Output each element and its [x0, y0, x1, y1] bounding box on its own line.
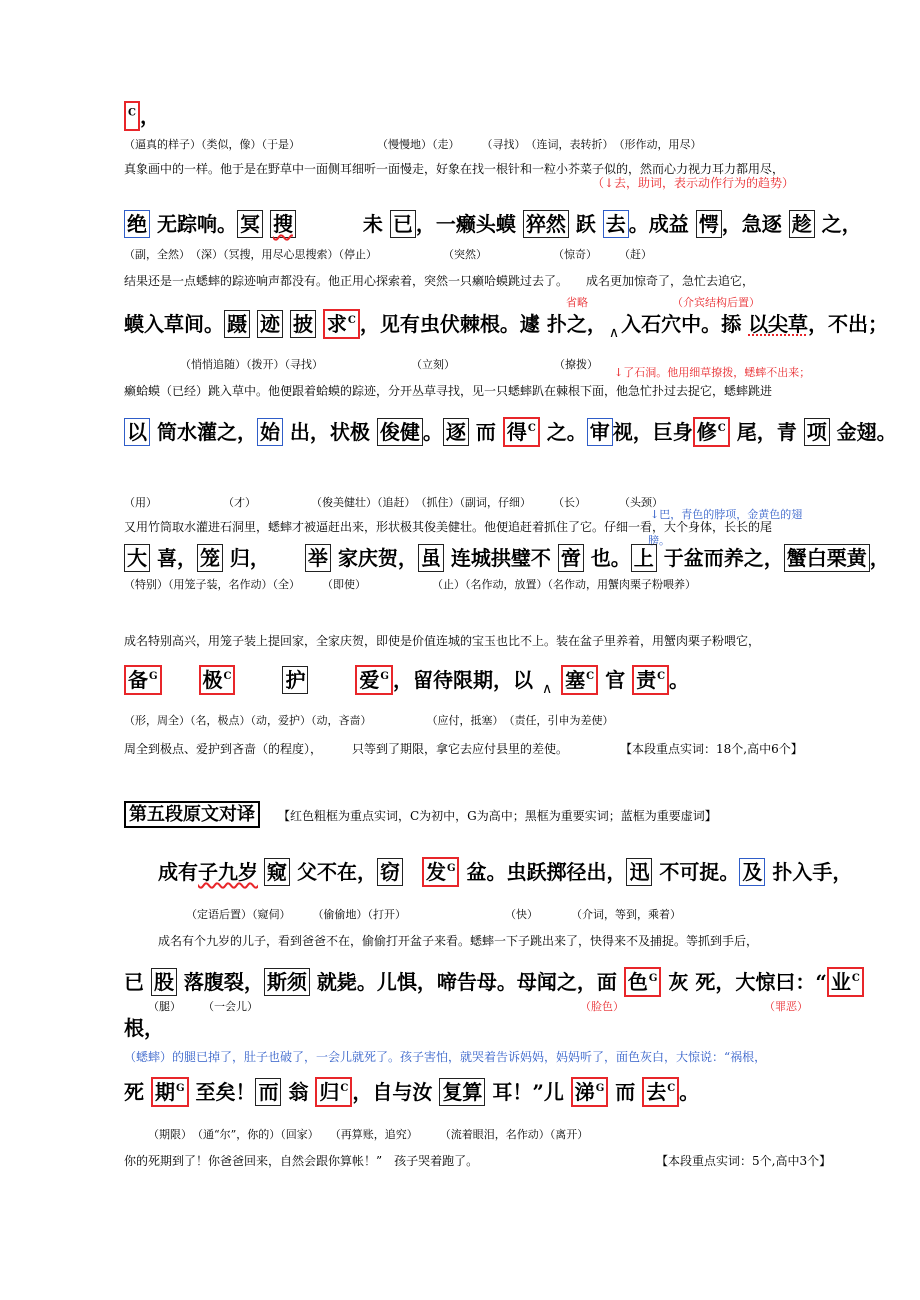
- level-mark: G: [149, 671, 158, 683]
- level-mark: C: [340, 1083, 349, 1095]
- gloss-line-8: （期限） （通“尔”，你的）（回家） （再算账，追究） （流着眼泪，名作动）（离开）: [148, 1128, 589, 1141]
- function-word-box: 始: [257, 418, 283, 446]
- text-segment: 蟆入草间。: [124, 312, 224, 336]
- key-word-box: [642, 1077, 679, 1107]
- gloss-line-3: （用） （才） （俊美健壮）（追赶） （抓住）（副词，仔细） （长） （头颈）: [124, 496, 663, 509]
- level-mark: G: [175, 1083, 185, 1095]
- text-segment: 子九岁: [198, 860, 258, 884]
- text-segment: 以尖草: [748, 312, 809, 336]
- text-segment: 父不在，: [290, 860, 377, 884]
- important-word-box: 窥: [264, 858, 290, 886]
- translation-line-1: 结果还是一点蟋蟀的踪迹响声都没有。他正用心探索着，突然一只癞哈蟆跳过去了。 成名更加惊奇了，急忙去追它，: [124, 274, 755, 288]
- note-blue-3b: 膀。: [648, 534, 670, 547]
- text-segment: 就毙。儿惧，啼告母。母闻之，面: [309, 970, 624, 994]
- key-word-box: [199, 665, 236, 695]
- text-segment: ，不出；: [808, 312, 889, 336]
- function-word-box: 及: [739, 858, 765, 886]
- text-segment: 官: [598, 668, 633, 692]
- text-segment: 尾，青: [729, 420, 804, 444]
- note-red-1a: 省略: [566, 296, 588, 309]
- gloss-line-0: （逼真的样子）（类似，像）（于是） （慢慢地）（走） （寻找） （连词，表转折） （形作动，用尽）: [124, 138, 702, 151]
- key-word-box: [355, 665, 393, 695]
- text-segment: 责: [636, 668, 657, 692]
- text-segment: 期: [154, 1080, 175, 1104]
- important-word-box: 复算: [439, 1078, 485, 1106]
- level-mark: C: [527, 423, 536, 435]
- translation-line-3: 又用竹筒取水灌进石洞里，蟋蟀才被逼赶出来，形状极其俊美健壮。他便追赶着抓住了它。仔细一看，大个身体，长长的尾: [124, 520, 773, 534]
- function-word-box: 去: [603, 210, 629, 238]
- level-mark: C: [657, 671, 666, 683]
- text-segment: 不可捉。: [652, 860, 740, 884]
- text-line-8: [124, 1076, 699, 1105]
- gloss-line-4: （特别）（用笼子装，名作动）（全） （即使） （止）（名作动，放置）（名作动，用蟹肉栗子粉喂养）: [124, 578, 696, 591]
- text-segment: 业: [830, 970, 851, 994]
- translation-line-0: 真象画中的一样。他于是在野草中一面侧耳细听一面慢走，好象在找一根针和一粒小芥菜子似的，然而心力视力耳力都用尽，: [124, 162, 785, 176]
- key-word-box: [124, 665, 162, 695]
- paragraph-tally-1: 【本段重点实词：18个,高中6个】: [620, 742, 803, 756]
- translation-line-5: 周全到极点、爱护到吝啬（的程度）， 只等到了期限，拿它去应付县里的差使。: [124, 742, 569, 756]
- gloss-line-7c: （罪恶）: [764, 1000, 808, 1013]
- text-segment: 修: [696, 420, 717, 444]
- translation-line-7: （蟋蟀）的腿已掉了，肚子也破了，一会儿就死了。孩子害怕，就哭着告诉妈妈，妈妈听了，面色灰白，大惊说：“祸根，: [124, 1050, 767, 1064]
- text-segment: 落腹裂，: [176, 970, 264, 994]
- important-word-box: 而: [255, 1078, 281, 1106]
- text-segment: 求: [326, 312, 347, 336]
- text-segment: 至矣！: [188, 1080, 256, 1104]
- important-word-box: 啻: [558, 544, 584, 572]
- translation-line-8: 你的死期到了！你爸爸回来，自然会跟你算帐！” 孩子哭着跑了。: [124, 1154, 479, 1168]
- important-word-box: 逐: [443, 418, 469, 446]
- key-word-box: [151, 1077, 189, 1107]
- text-segment: 跃: [568, 212, 603, 236]
- important-word-box: 迅: [626, 858, 652, 886]
- text-segment: 筒水灌之，: [150, 420, 257, 444]
- text-segment: 于盆而养之，: [656, 546, 784, 570]
- note-blue-3: ↓巴，青色的脖项，金黄色的翅: [650, 508, 803, 521]
- text-segment: 。: [669, 668, 690, 692]
- important-word-box: 愕: [696, 210, 722, 238]
- text-segment: 塞: [565, 668, 586, 692]
- key-word-box: [571, 1077, 609, 1107]
- section-legend: 【红色粗框为重点实词，C为初中，G为高中；黑框为重要实词；蓝框为重要虚词】: [278, 809, 717, 823]
- text-segment: 。: [422, 420, 443, 444]
- function-word-box: 审: [587, 418, 613, 446]
- function-word-box: 绝: [124, 210, 150, 238]
- text-segment: 而: [468, 420, 503, 444]
- important-word-box: 窃: [377, 858, 403, 886]
- important-word-box: 股: [151, 968, 177, 996]
- level-mark: G: [380, 671, 389, 683]
- text-segment: ，自与汝: [352, 1080, 440, 1104]
- level-mark: C: [717, 423, 726, 435]
- level-mark: C: [851, 973, 860, 985]
- text-line-6: [158, 856, 852, 885]
- gloss-line-6: （定语后置）（窥伺） （偷偷地）（打开） （快） （介词，等到，乘着）: [186, 908, 681, 921]
- text-segment: ，一癞头蟆: [415, 212, 523, 236]
- text-segment: 之，: [814, 212, 862, 236]
- gloss-line-5: （形，周全）（名，极点）（动，爱护）（动，吝啬） （应付，抵塞） （责任，引申为差使）: [124, 714, 614, 727]
- text-segment: 爱: [359, 668, 380, 692]
- text-segment: 耳！”儿: [485, 1080, 571, 1104]
- text-segment: 盆。虫跃掷径出，: [459, 860, 627, 884]
- important-word-box: 项: [804, 418, 830, 446]
- text-segment: 而: [608, 1080, 643, 1104]
- note-red-1b: （介宾结构后置）: [672, 296, 760, 309]
- important-word-box: 迹: [257, 310, 283, 338]
- text-segment: ，急逐: [721, 212, 789, 236]
- important-word-box: 俊健: [377, 418, 423, 446]
- text-segment: ，见有虫伏棘根。遽 扑之，: [359, 312, 607, 336]
- translation-line-6: 成名有个九岁的儿子，看到爸爸不在，偷偷打开盆子来看。蟋蟀一下子跳出来了，快得来不及捕捉。等抓到手后，: [158, 934, 759, 948]
- level-mark: C: [128, 107, 136, 119]
- text-segment: 扑入手，: [765, 860, 853, 884]
- text-line-0: [124, 100, 160, 129]
- key-word-box: [827, 967, 864, 997]
- function-word-box: 以: [124, 418, 150, 446]
- paragraph-tally-2: 【本段重点实词：5个,高中3个】: [656, 1154, 832, 1168]
- text-segment: 死: [124, 1080, 151, 1104]
- text-line-2: [124, 308, 889, 341]
- level-mark: C: [347, 315, 356, 327]
- important-word-box: 披: [290, 310, 316, 338]
- key-word-box: [422, 857, 460, 887]
- important-word-box: 蹑: [224, 310, 250, 338]
- key-word-box: [693, 417, 730, 447]
- text-segment: 也。: [583, 546, 631, 570]
- text-line-1: [124, 208, 862, 237]
- key-word-box: [503, 417, 540, 447]
- level-mark: G: [446, 863, 456, 875]
- text-segment: 归，: [222, 546, 270, 570]
- text-segment: 已: [124, 970, 151, 994]
- text-segment: 家庆贺，: [330, 546, 418, 570]
- text-segment: 。: [679, 1080, 700, 1104]
- important-word-box: 蟹白栗黄: [784, 544, 870, 572]
- text-segment: 归: [319, 1080, 340, 1104]
- key-word-box: [561, 665, 598, 695]
- text-segment: ，: [869, 546, 890, 570]
- level-mark: C: [586, 671, 595, 683]
- note-red-0: （↓去，助词，表示动作行为的趋势）: [592, 176, 795, 190]
- text-segment: 喜，: [150, 546, 197, 570]
- text-segment: 色: [627, 970, 648, 994]
- important-word-box: 已: [390, 210, 416, 238]
- level-mark: G: [595, 1083, 605, 1095]
- text-segment: 去: [646, 1080, 667, 1104]
- text-segment: 发: [425, 860, 446, 884]
- gloss-line-7b: （脸色）: [580, 1000, 624, 1013]
- text-segment: 涕: [574, 1080, 595, 1104]
- section-header: [124, 800, 717, 826]
- text-segment: 出，状极: [282, 420, 377, 444]
- text-line-4: [124, 542, 890, 571]
- text-line-3: [124, 416, 897, 445]
- note-red-2: ↓了石洞。他用细草撩拨，蟋蟀不出来；: [614, 366, 811, 379]
- text-segment: ，留待限期，以: [392, 668, 540, 692]
- important-word-box: 举: [305, 544, 331, 572]
- text-segment: 备: [128, 668, 148, 692]
- important-word-box: 虽: [418, 544, 444, 572]
- text-segment: 连城拱璧不: [443, 546, 558, 570]
- gloss-line-2: （悄悄追随）（拨开）（寻找） （立刻） （撩拨）: [180, 358, 598, 371]
- text-segment: ，: [139, 104, 160, 128]
- translation-line-2: 癞蛤蟆（已经）跳入草中。他便跟着蛤蟆的踪迹，分开丛草寻找，见一只蟋蟀趴在棘根下面，他急忙扑过去捉它，蟋蟀跳进: [124, 384, 773, 398]
- text-segment: ∧: [541, 681, 553, 697]
- text-line-7b: 根，: [124, 1016, 164, 1040]
- text-segment: 无踪响。: [150, 212, 237, 236]
- text-segment: 成有: [158, 860, 198, 884]
- text-segment: 视，巨身: [612, 420, 693, 444]
- key-word-box: [124, 101, 140, 131]
- text-segment: 极: [202, 668, 223, 692]
- text-line-5: [124, 664, 690, 697]
- important-word-box: 大: [124, 544, 150, 572]
- translation-line-4: 成名特别高兴，用笼子装上提回家，全家庆贺，即使是价值连城的宝玉也比不上。装在盆子里养着，用蟹肉栗子粉喂它，: [124, 634, 761, 648]
- text-segment: ∧: [608, 325, 620, 341]
- important-word-box: 猝然: [523, 210, 569, 238]
- important-word-box: 趁: [789, 210, 815, 238]
- text-line-7: [124, 966, 864, 995]
- key-word-box: [624, 967, 662, 997]
- text-segment: 翁: [281, 1080, 316, 1104]
- text-segment: 得: [506, 420, 527, 444]
- key-word-box: [632, 665, 669, 695]
- important-word-box: 笼: [197, 544, 223, 572]
- text-segment: 。成益: [628, 212, 696, 236]
- level-mark: G: [648, 973, 658, 985]
- important-word-box: 护: [282, 666, 308, 694]
- important-word-box: 冥: [237, 210, 263, 238]
- text-segment: 灰 死，大惊曰：“: [661, 970, 827, 994]
- gloss-line-1: （副，全然） （深）（冥搜，用尽心思搜索）（停止） （突然） （惊奇） （赶）: [124, 248, 652, 261]
- important-word-box: 斯须: [264, 968, 310, 996]
- key-word-box: [315, 1077, 352, 1107]
- text-segment: 入石穴中。掭: [621, 312, 749, 336]
- level-mark: C: [223, 671, 232, 683]
- section-title: 第五段原文对译: [124, 801, 260, 828]
- gloss-line-7a: （腿） （一会儿）: [148, 1000, 258, 1013]
- important-word-box: 搜: [270, 210, 296, 238]
- text-segment: 之。: [539, 420, 587, 444]
- key-word-box: [323, 309, 360, 339]
- text-segment: 金翅。: [829, 420, 897, 444]
- level-mark: C: [667, 1083, 676, 1095]
- important-word-box: 上: [631, 544, 657, 572]
- text-segment: 未: [362, 212, 383, 236]
